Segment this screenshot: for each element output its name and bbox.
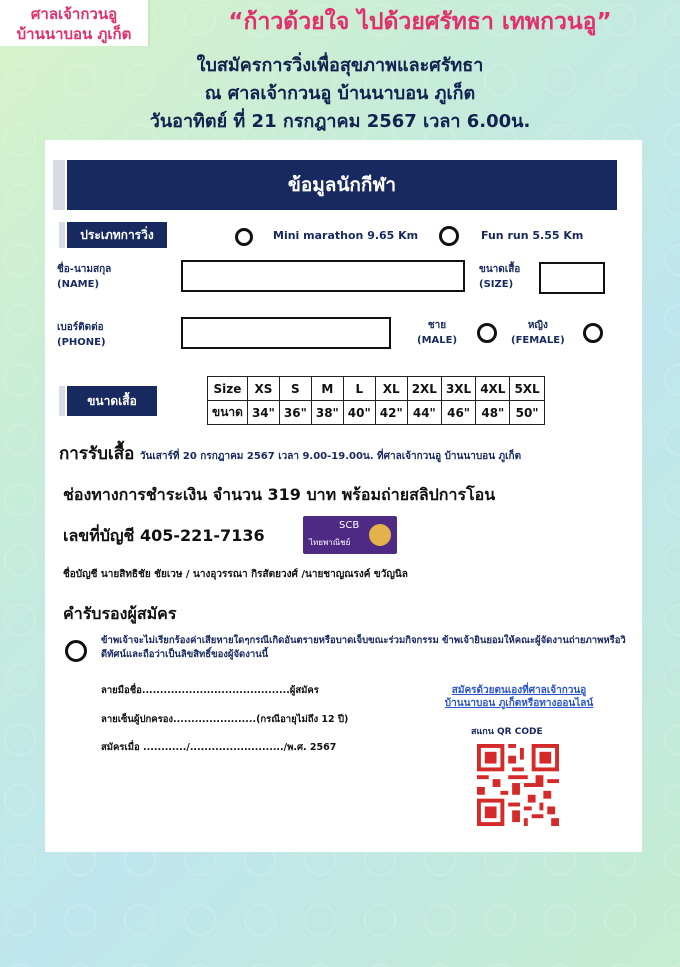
athlete-info-header: ข้อมูลนักกีฬา: [67, 160, 617, 210]
measure-cell: 38": [311, 401, 343, 425]
application-form: [45, 140, 642, 852]
size-cell: S: [279, 377, 311, 401]
male-label-en: (MALE): [417, 335, 458, 346]
size-table: [207, 376, 545, 425]
title-line-3: วันอาทิตย์ ที่ 21 กรกฎาคม 2567 เวลา 6.00น.: [149, 111, 531, 132]
run-type-label: ประเภทการวิ่ง: [67, 222, 167, 248]
shrine-line-1: ศาลเจ้ากวนอู: [30, 5, 118, 23]
size-cell: 4XL: [476, 377, 510, 401]
male-label-th: ชาย: [427, 320, 447, 331]
page-titles: [60, 52, 620, 136]
pickup-detail: วันเสาร์ที่ 20 กรกฎาคม 2567 เวลา 9.00-19.00น. ที่ศาลเจ้ากวนอู บ้านนาบอน ภูเก็ต: [139, 451, 522, 462]
phone-label-th: เบอร์ติดต่อ: [57, 322, 104, 333]
measure-row: [208, 401, 545, 425]
size-label-th: ขนาดเสื้อ: [479, 264, 521, 275]
name-label-en: (NAME): [57, 279, 100, 290]
payment-info: ช่องทางการชำระเงิน จำนวน 319 บาท พร้อมถ่ายสลิปการโอน: [63, 485, 496, 504]
application-date-line[interactable]: สมัครเมื่อ ............/........................../พ.ศ. 2567: [101, 742, 337, 753]
online-link-line-2[interactable]: บ้านนาบอน ภูเก็ตหรือทางออนไลน์: [444, 698, 594, 709]
measure-cell: 44": [407, 401, 441, 425]
shirt-pickup: [59, 440, 639, 467]
account-holders: ชื่อบัญชี นายสิทธิชัย ชัยเวษ / นางอุวรรณา กิรสัตยวงศ์ /นายชาญณรงค์ ขวัญนิล: [63, 569, 408, 580]
size-label-en: (SIZE): [479, 279, 514, 290]
qr-label: สแกน QR CODE: [471, 727, 543, 737]
male-label: [417, 318, 457, 348]
fun-run-radio[interactable]: [439, 226, 459, 246]
phone-label-en: (PHONE): [57, 337, 106, 348]
measure-cell: 36": [279, 401, 311, 425]
female-label: [511, 318, 565, 348]
online-register-link[interactable]: [419, 684, 619, 710]
fun-run-label: Fun run 5.55 Km: [481, 229, 584, 242]
size-cell: 2XL: [407, 377, 441, 401]
name-label: [57, 262, 111, 292]
consent-title: คำรับรองผู้สมัคร: [63, 604, 177, 623]
measure-cell: 40": [343, 401, 375, 425]
consent-text: ข้าพเจ้าจะไม่เรียกร้องค่าเสียหายใดๆกรณีเกิดอันตรายหรือบาดเจ็บขณะร่วมกิจกรรม ข้าพเจ้ายินยอมให้คณะผู้จัดงานถ่ายภาพหรือวิดีทัศน์และถือว่าเป็นลิขสิทธิ์ของผู้จัดงานนี้: [101, 635, 626, 660]
shirt-size-label: ขนาดเสื้อ: [67, 386, 157, 416]
measure-cell: 50": [510, 401, 544, 425]
title-line-1: ใบสมัครการวิ่งเพื่อสุขภาพและศรัทธา: [196, 55, 484, 76]
shrine-line-2: บ้านนาบอน ภูเก็ต: [16, 25, 132, 43]
size-field-label: [479, 262, 520, 292]
phone-field[interactable]: [181, 317, 391, 349]
size-cell: 5XL: [510, 377, 544, 401]
mini-marathon-radio[interactable]: [235, 228, 253, 246]
female-label-th: หญิง: [527, 320, 548, 331]
female-radio[interactable]: [583, 323, 603, 343]
guardian-signature-line[interactable]: ลายเซ็นผู้ปกครอง.......................(กรณีอายุไม่ถึง 12 ปี): [101, 714, 349, 725]
signature-line[interactable]: ลายมือชื่อ.........................................ผู้สมัคร: [101, 685, 319, 696]
bank-code: SCB: [339, 520, 360, 531]
scb-bank-logo: [303, 516, 397, 554]
name-label-th: ชื่อ-นามสกุล: [57, 264, 112, 275]
size-row: [208, 377, 545, 401]
bank-emblem-icon: [369, 524, 391, 546]
size-header: Size: [208, 377, 248, 401]
bank-name: ไทยพาณิชย์: [309, 538, 351, 547]
measure-cell: 48": [476, 401, 510, 425]
consent-radio[interactable]: [65, 640, 87, 662]
size-cell: 3XL: [441, 377, 475, 401]
account-number: เลขที่บัญชี 405-221-7136: [63, 526, 265, 545]
qr-code[interactable]: [477, 744, 559, 826]
size-cell: XS: [247, 377, 279, 401]
size-cell: M: [311, 377, 343, 401]
size-cell: XL: [375, 377, 407, 401]
size-cell: L: [343, 377, 375, 401]
slogan: “ก้าวด้วยใจ ไปด้วยศรัทธา เทพกวนอู”: [228, 9, 612, 35]
measure-cell: 46": [441, 401, 475, 425]
shrine-tag: [0, 0, 150, 46]
pickup-title: การรับเสื้อ: [59, 444, 135, 464]
female-label-en: (FEMALE): [511, 335, 565, 346]
online-link-line-1[interactable]: สมัครด้วยตนเองที่ศาลเจ้ากวนอู: [451, 685, 587, 696]
measure-cell: 34": [247, 401, 279, 425]
header: [0, 0, 680, 52]
measure-header: ขนาด: [208, 401, 248, 425]
title-line-2: ณ ศาลเจ้ากวนอู บ้านนาบอน ภูเก็ต: [204, 83, 476, 104]
male-radio[interactable]: [477, 323, 497, 343]
measure-cell: 42": [375, 401, 407, 425]
phone-label: [57, 320, 106, 350]
mini-marathon-label: Mini marathon 9.65 Km: [273, 229, 419, 242]
name-field[interactable]: [181, 260, 465, 292]
size-field[interactable]: [539, 262, 605, 294]
